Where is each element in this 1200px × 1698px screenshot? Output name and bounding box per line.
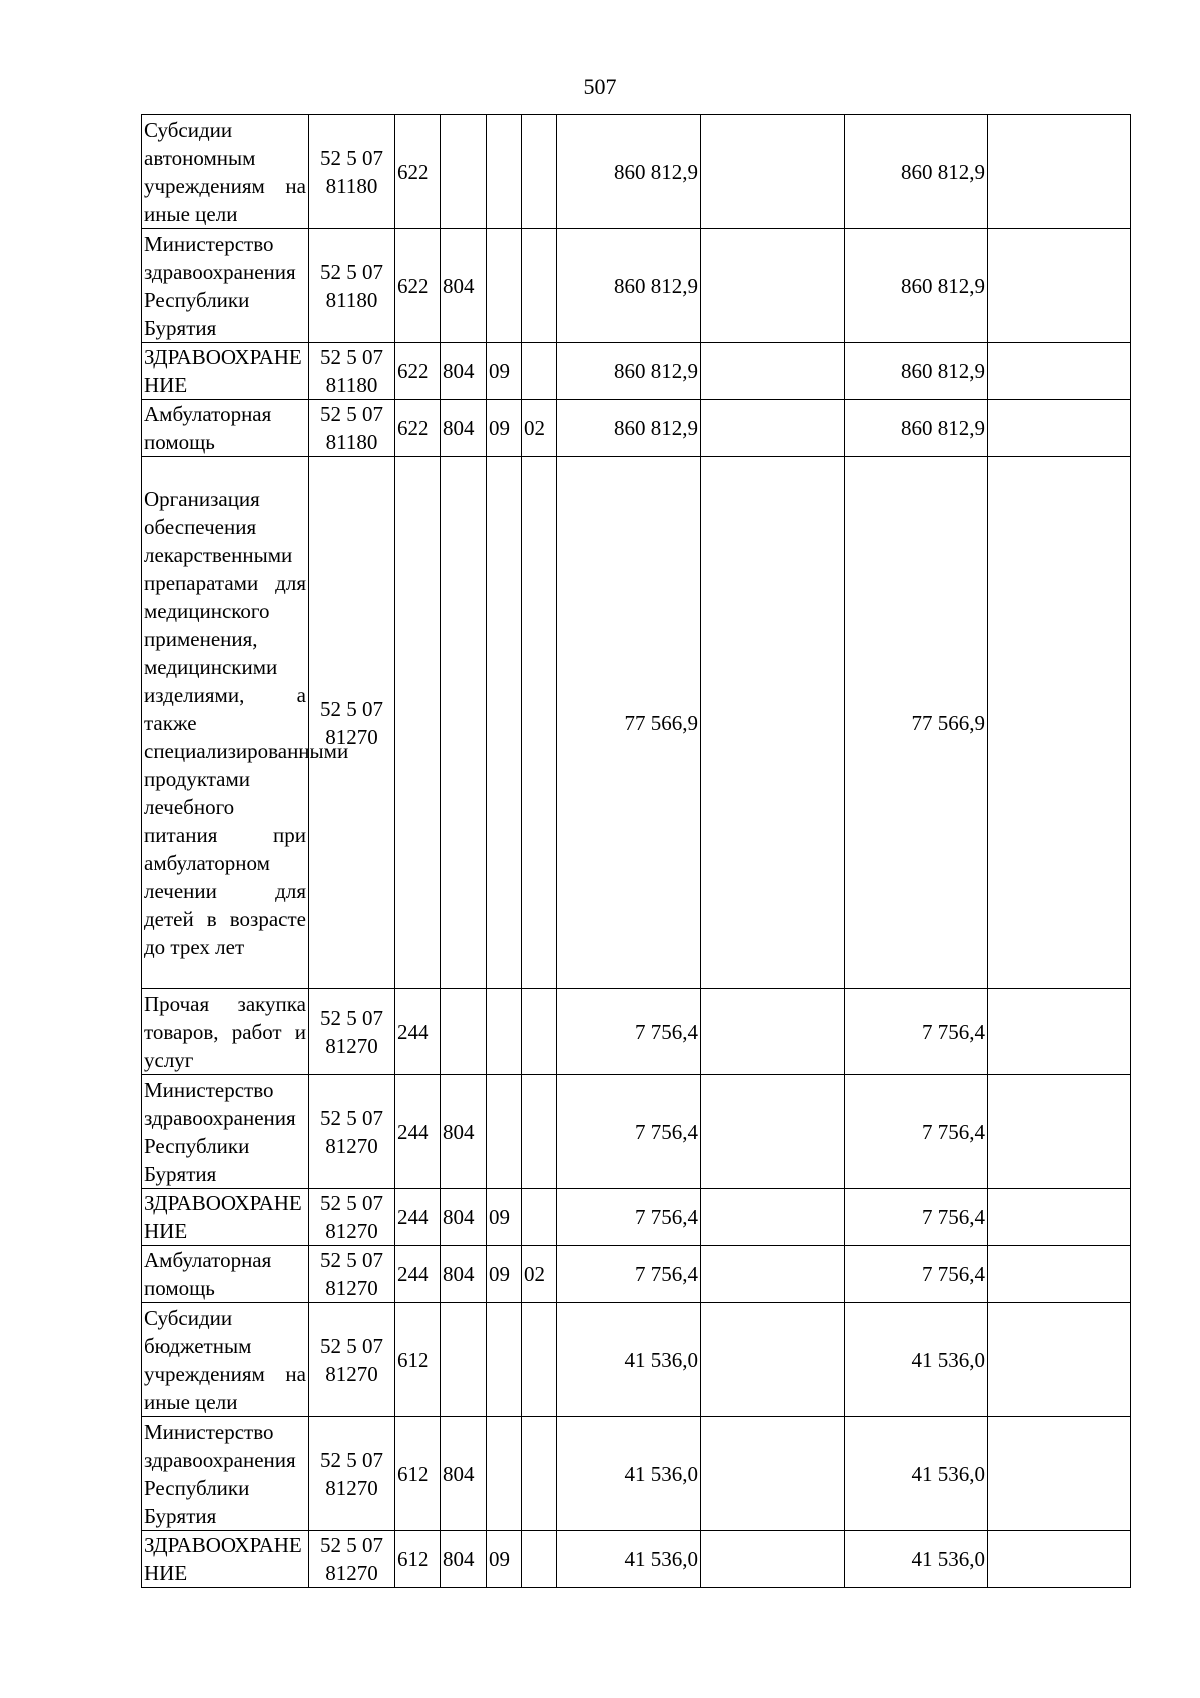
rz-cell: [487, 229, 522, 343]
vr-cell: 612: [395, 1417, 441, 1531]
vr-cell: 622: [395, 400, 441, 457]
target-code-part2: 81270: [325, 1219, 378, 1243]
rz-cell: [487, 115, 522, 229]
target-code-part2: 81270: [325, 1475, 378, 1500]
amount-total-cell: 860 812,9: [557, 115, 701, 229]
grbs-cell: 804: [441, 1075, 487, 1189]
rz-cell: 09: [487, 1189, 522, 1246]
amount-sub-cell: 41 536,0: [845, 1531, 988, 1588]
grbs-cell: 804: [441, 1531, 487, 1588]
rz-cell: 09: [487, 343, 522, 400]
amount-sub-cell: 7 756,4: [845, 1189, 988, 1246]
amount-total-cell: 860 812,9: [557, 343, 701, 400]
amount-total-cell: 41 536,0: [557, 1417, 701, 1531]
amount-last-cell: [988, 1531, 1131, 1588]
row-name-cell: Амбулаторная помощь: [142, 1246, 309, 1303]
pr-cell: [522, 1189, 557, 1246]
grbs-cell: 804: [441, 1417, 487, 1531]
amount-last-cell: [988, 1075, 1131, 1189]
rz-cell: 09: [487, 400, 522, 457]
amount-sub-cell: 77 566,9: [845, 457, 988, 989]
row-name-cell: Министерство здравоохранения Республики Бурятия: [142, 1417, 309, 1531]
amount-total-cell: 860 812,9: [557, 229, 701, 343]
target-code-part1: 52 5 07: [320, 1533, 383, 1557]
pr-cell: 02: [522, 1246, 557, 1303]
grbs-cell: 804: [441, 343, 487, 400]
amount-sub-cell: 7 756,4: [845, 1075, 988, 1189]
amount-last-cell: [988, 400, 1131, 457]
amount-mid-cell: [701, 229, 845, 343]
target-code-part2: 81270: [325, 1033, 378, 1058]
target-code-part2: 81270: [325, 1361, 378, 1386]
target-code-part1: 52 5 07: [320, 145, 383, 170]
target-code-part1: 52 5 07: [320, 696, 383, 721]
table-row: [142, 343, 1131, 400]
grbs-cell: [441, 457, 487, 989]
pr-cell: 02: [522, 400, 557, 457]
pr-cell: [522, 343, 557, 400]
vr-cell: 622: [395, 115, 441, 229]
amount-sub-cell: 860 812,9: [845, 115, 988, 229]
rz-cell: [487, 1303, 522, 1417]
amount-sub-cell: 860 812,9: [845, 400, 988, 457]
pr-cell: [522, 1075, 557, 1189]
amount-sub-cell: 7 756,4: [845, 989, 988, 1075]
target-code-cell: [309, 1246, 395, 1303]
target-code-cell: [309, 229, 395, 343]
amount-last-cell: [988, 989, 1131, 1075]
table-row: [142, 1303, 1131, 1417]
target-code-cell: [309, 1075, 395, 1189]
target-code-part2: 81180: [325, 373, 378, 397]
amount-last-cell: [988, 115, 1131, 229]
amount-mid-cell: [701, 1303, 845, 1417]
amount-mid-cell: [701, 1075, 845, 1189]
grbs-cell: 804: [441, 400, 487, 457]
grbs-cell: [441, 1303, 487, 1417]
target-code-cell: [309, 989, 395, 1075]
amount-mid-cell: [701, 115, 845, 229]
vr-cell: 612: [395, 1531, 441, 1588]
target-code-part2: 81270: [325, 724, 378, 749]
pr-cell: [522, 989, 557, 1075]
grbs-cell: 804: [441, 1189, 487, 1246]
row-name-cell: Организация обеспечения лекарственными препаратами для медицинского применения, медицинскими изделиями, а также специализированными продуктами лечебного питания при амбулаторном лечении для детей в возрасте до трех лет: [142, 457, 309, 989]
rz-cell: 09: [487, 1531, 522, 1588]
amount-last-cell: [988, 1246, 1131, 1303]
vr-cell: 244: [395, 1189, 441, 1246]
target-code-cell: [309, 400, 395, 457]
target-code-part2: 81270: [325, 1276, 378, 1300]
row-name-cell: ЗДРАВООХРАНЕНИЕ: [142, 343, 309, 400]
target-code-part1: 52 5 07: [320, 1005, 383, 1030]
row-name-cell: Амбулаторная помощь: [142, 400, 309, 457]
amount-last-cell: [988, 1189, 1131, 1246]
target-code-part1: 52 5 07: [320, 1191, 383, 1215]
grbs-cell: 804: [441, 1246, 487, 1303]
row-name-cell: Субсидии автономным учреждениям на иные цели: [142, 115, 309, 229]
target-code-part1: 52 5 07: [320, 1248, 383, 1272]
amount-mid-cell: [701, 1189, 845, 1246]
vr-cell: 612: [395, 1303, 441, 1417]
table-row: [142, 457, 1131, 989]
rz-cell: [487, 1417, 522, 1531]
rz-cell: 09: [487, 1246, 522, 1303]
rz-cell: [487, 457, 522, 989]
amount-sub-cell: 7 756,4: [845, 1246, 988, 1303]
target-code-part2: 81180: [325, 430, 378, 454]
vr-cell: 244: [395, 1246, 441, 1303]
pr-cell: [522, 1303, 557, 1417]
amount-mid-cell: [701, 1246, 845, 1303]
target-code-part2: 81270: [325, 1133, 378, 1158]
target-code-part1: 52 5 07: [320, 259, 383, 284]
pr-cell: [522, 229, 557, 343]
pr-cell: [522, 115, 557, 229]
table-row: [142, 400, 1131, 457]
table-row: [142, 1246, 1131, 1303]
amount-mid-cell: [701, 1417, 845, 1531]
row-name-cell: ЗДРАВООХРАНЕНИЕ: [142, 1531, 309, 1588]
pr-cell: [522, 457, 557, 989]
target-code-cell: [309, 115, 395, 229]
target-code-cell: [309, 1189, 395, 1246]
amount-last-cell: [988, 343, 1131, 400]
target-code-cell: [309, 1531, 395, 1588]
amount-last-cell: [988, 457, 1131, 989]
target-code-cell: [309, 1303, 395, 1417]
amount-sub-cell: 41 536,0: [845, 1417, 988, 1531]
target-code-part2: 81180: [325, 173, 378, 198]
pr-cell: [522, 1417, 557, 1531]
target-code-cell: [309, 457, 395, 989]
amount-total-cell: 860 812,9: [557, 400, 701, 457]
grbs-cell: 804: [441, 229, 487, 343]
grbs-cell: [441, 989, 487, 1075]
target-code-part2: 81180: [325, 287, 378, 312]
budget-table: [141, 114, 1131, 1588]
target-code-cell: [309, 343, 395, 400]
amount-last-cell: [988, 229, 1131, 343]
table-row: [142, 229, 1131, 343]
table-row: [142, 115, 1131, 229]
row-name-cell: Министерство здравоохранения Республики Бурятия: [142, 229, 309, 343]
table-row: [142, 1189, 1131, 1246]
target-code-part2: 81270: [325, 1561, 378, 1585]
table-row: [142, 1417, 1131, 1531]
target-code-part1: 52 5 07: [320, 402, 383, 426]
vr-cell: 244: [395, 989, 441, 1075]
amount-last-cell: [988, 1303, 1131, 1417]
row-name-cell: Прочая закупка товаров, работ и услуг: [142, 989, 309, 1075]
amount-sub-cell: 860 812,9: [845, 343, 988, 400]
amount-total-cell: 77 566,9: [557, 457, 701, 989]
table-row: [142, 989, 1131, 1075]
amount-mid-cell: [701, 989, 845, 1075]
row-name-cell: ЗДРАВООХРАНЕНИЕ: [142, 1189, 309, 1246]
pr-cell: [522, 1531, 557, 1588]
page-number: 507: [583, 74, 617, 99]
vr-cell: 622: [395, 229, 441, 343]
amount-total-cell: 41 536,0: [557, 1531, 701, 1588]
target-code-cell: [309, 1417, 395, 1531]
grbs-cell: [441, 115, 487, 229]
amount-total-cell: 7 756,4: [557, 989, 701, 1075]
rz-cell: [487, 989, 522, 1075]
amount-total-cell: 41 536,0: [557, 1303, 701, 1417]
target-code-part1: 52 5 07: [320, 1333, 383, 1358]
amount-total-cell: 7 756,4: [557, 1246, 701, 1303]
vr-cell: 622: [395, 343, 441, 400]
amount-mid-cell: [701, 343, 845, 400]
vr-cell: 244: [395, 1075, 441, 1189]
row-name-cell: Министерство здравоохранения Республики Бурятия: [142, 1075, 309, 1189]
table-row: [142, 1531, 1131, 1588]
amount-total-cell: 7 756,4: [557, 1189, 701, 1246]
amount-last-cell: [988, 1417, 1131, 1531]
amount-mid-cell: [701, 400, 845, 457]
rz-cell: [487, 1075, 522, 1189]
table-body: [142, 115, 1131, 1588]
row-name-cell: Субсидии бюджетным учреждениям на иные цели: [142, 1303, 309, 1417]
table-row: [142, 1075, 1131, 1189]
target-code-part1: 52 5 07: [320, 1447, 383, 1472]
amount-mid-cell: [701, 457, 845, 989]
target-code-part1: 52 5 07: [320, 1105, 383, 1130]
amount-sub-cell: 41 536,0: [845, 1303, 988, 1417]
amount-total-cell: 7 756,4: [557, 1075, 701, 1189]
target-code-part1: 52 5 07: [320, 345, 383, 369]
amount-sub-cell: 860 812,9: [845, 229, 988, 343]
amount-mid-cell: [701, 1531, 845, 1588]
vr-cell: [395, 457, 441, 989]
